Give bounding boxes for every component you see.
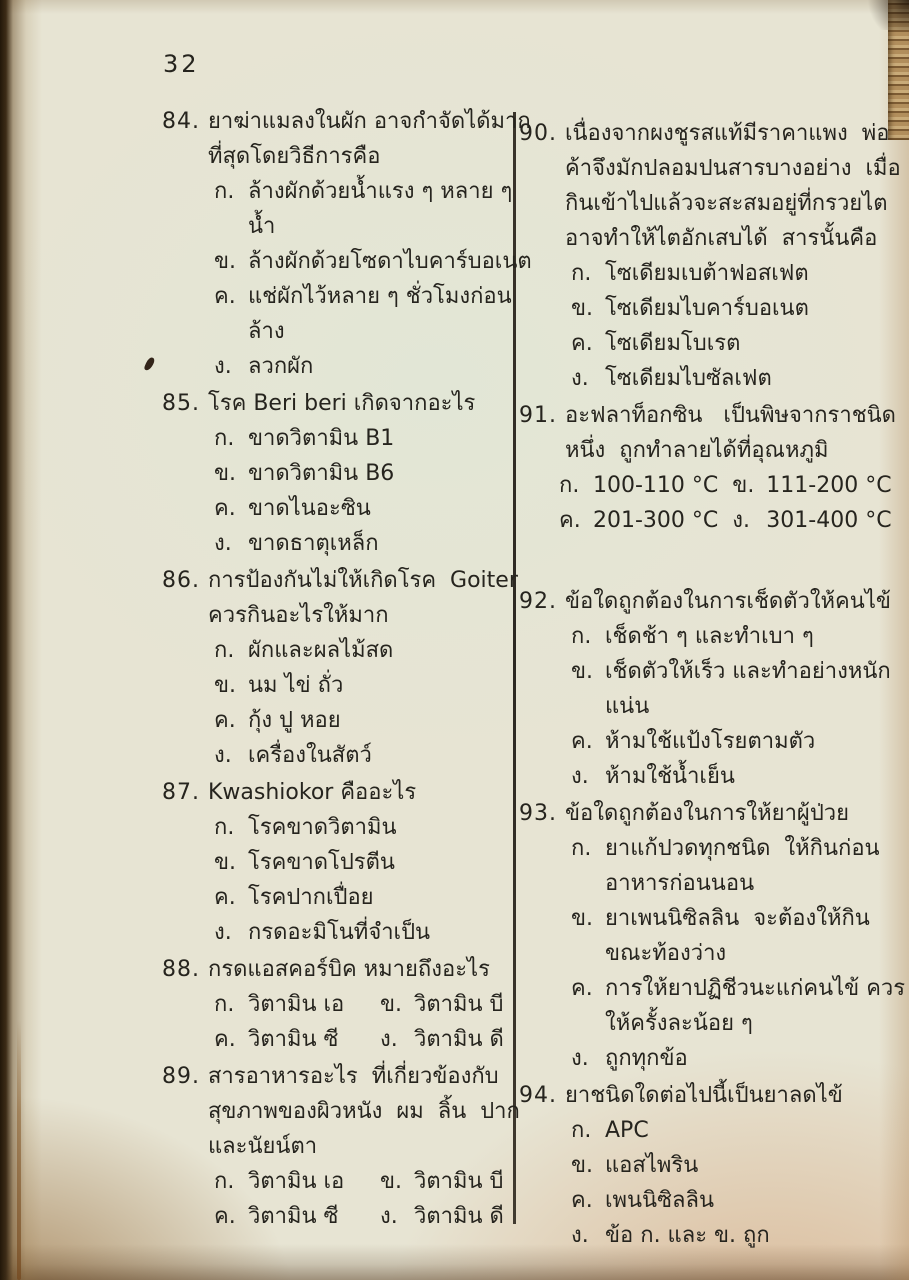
question-first-line (162, 1059, 512, 1094)
choice-text: วิตามิน ซี (248, 1204, 339, 1229)
choice-line (571, 724, 815, 759)
choice-row (571, 291, 901, 326)
question-text: โรค Beri beri เกิดจากอะไร (208, 391, 476, 416)
choice-text: วิตามิน บี (414, 1169, 504, 1194)
choice-line (571, 759, 735, 794)
question-block (162, 386, 512, 561)
choice (214, 915, 430, 950)
choice-line (732, 468, 891, 503)
question-text-line (519, 221, 901, 256)
choice (571, 1148, 698, 1183)
choice-row (214, 349, 512, 384)
choice-row (571, 724, 901, 759)
choice-line (214, 456, 394, 491)
choice-text: ขาดวิตามิน B1 (248, 426, 395, 451)
choice-line (214, 174, 512, 209)
choice-text: ผักและผลไม้สด (248, 638, 394, 663)
choice-row (214, 279, 512, 349)
choice-letter: ค. (214, 496, 236, 521)
choice-line (214, 1022, 380, 1057)
choice-letter: ค. (571, 976, 593, 1001)
choice (214, 244, 532, 279)
question-text: Kwashiokor คืออะไร (208, 780, 417, 805)
choice-text: โรคขาดโปรตีน (248, 850, 395, 875)
choice-line (214, 633, 393, 668)
choice (571, 291, 809, 326)
question-text: ข้อใดถูกต้องในการให้ยาผู้ป่วย (565, 801, 850, 826)
choice-row (571, 326, 901, 361)
choice-row (571, 619, 901, 654)
left-column (162, 104, 532, 1236)
choice-text: ขาดธาตุเหล็ก (248, 531, 379, 556)
choice-text: ขาดไนอะซิน (248, 496, 371, 521)
choice-letter: ค. (214, 1204, 236, 1229)
choice-text: APC (605, 1118, 649, 1143)
choice-line (214, 703, 341, 738)
question-number: 92. (519, 589, 557, 614)
choice-letter: ข. (214, 673, 237, 698)
choice-row (214, 1164, 512, 1199)
choice-text: ถูกทุกข้อ (605, 1046, 688, 1071)
choice-text: ข้อ ก. และ ข. ถูก (605, 1223, 770, 1248)
question-block (162, 563, 518, 773)
question-text: กรดแอสคอร์บิค หมายถึงอะไร (208, 957, 490, 982)
question-text: เนื่องจากผงชูรสแท้มีราคาแพง พ่อ (565, 121, 890, 146)
choice-row (571, 1041, 901, 1076)
choice (214, 279, 512, 349)
choice-line (214, 421, 394, 456)
choice-letter: ง. (380, 1204, 398, 1229)
choice-row (214, 633, 512, 668)
choice-row (214, 915, 512, 950)
choice-letter: ก. (571, 1118, 592, 1143)
choice-line (571, 1218, 770, 1253)
question-first-line (519, 584, 901, 619)
choice-letter: ข. (571, 1153, 594, 1178)
choice-line (214, 244, 532, 279)
choice-row (214, 244, 532, 279)
question-text: ยาฆ่าแมลงในผัก อาจกำจัดได้มาก (208, 109, 531, 134)
choice-letter: ก. (214, 179, 235, 204)
choice-line (380, 1164, 504, 1199)
choice-line (559, 468, 718, 503)
choice-row (214, 880, 512, 915)
choice-letter: ข. (380, 1169, 403, 1194)
choice-line (559, 503, 718, 538)
choice-line (571, 291, 809, 326)
question-text: สุขภาพของผิวหนัง ผม ลิ้น ปาก (208, 1099, 520, 1124)
question-first-line (162, 386, 512, 421)
choice (732, 468, 891, 503)
choice-text-line: น้ำ (248, 214, 276, 239)
choice (571, 759, 735, 794)
choice-text: โรคขาดวิตามิน (248, 815, 397, 840)
choice-row (214, 456, 512, 491)
question-block (519, 116, 901, 396)
choice-row (571, 654, 901, 724)
question-text: และนัยน์ตา (208, 1134, 318, 1159)
question-number: 89. (162, 1064, 200, 1089)
choice-text: โซเดียมโบเรต (605, 331, 741, 356)
choice (214, 456, 394, 491)
choice-line (571, 654, 891, 689)
choice-letter: ง. (214, 354, 232, 379)
question-text: กินเข้าไปแล้วจะสะสมอยู่ที่กรวยไต (565, 191, 888, 216)
choice (214, 1199, 380, 1234)
choice (214, 491, 371, 526)
choice (571, 971, 905, 1041)
choice-text-line: ล้าง (248, 319, 285, 344)
choice-line (571, 326, 740, 361)
choice-text: การให้ยาปฏิชีวนะแก่คนไข้ ควร (605, 976, 906, 1001)
choice-line (571, 1148, 698, 1183)
choice-line (214, 526, 379, 561)
choice-letter: ง. (571, 1223, 589, 1248)
choice-text-line: ขณะท้องว่าง (605, 941, 727, 966)
ink-speck (143, 356, 155, 372)
choice-letter: ง. (732, 508, 751, 533)
choice (214, 174, 512, 244)
choice-letter: ก. (571, 624, 592, 649)
choice-line (214, 668, 343, 703)
choice (571, 619, 814, 654)
choice-line (571, 971, 905, 1006)
choice-line (214, 349, 313, 384)
question-text-line (519, 433, 901, 468)
choice-text: โรคปากเปื่อย (248, 885, 374, 910)
choice-letter: ค. (214, 1027, 236, 1052)
choice-text: ยาแก้ปวดทุกชนิด ให้กินก่อน (605, 836, 880, 861)
choice (559, 468, 718, 503)
choice-line (571, 1113, 649, 1148)
choice-row (214, 703, 512, 738)
choice-letter: ก. (571, 836, 592, 861)
choice-line (214, 491, 371, 526)
choice-text: เช็ดช้า ๆ และทำเบา ๆ (605, 624, 814, 649)
choice-text: ลวกผัก (248, 354, 314, 379)
choice (380, 987, 504, 1022)
choice-line (214, 845, 395, 880)
choice-letter: ข. (214, 249, 237, 274)
choice-row (571, 759, 901, 794)
choice (214, 421, 394, 456)
choice (571, 831, 880, 901)
choice-letter: ก. (214, 815, 235, 840)
question-block (162, 104, 532, 384)
choice (214, 668, 343, 703)
choice-row (559, 503, 901, 538)
choice (571, 901, 870, 971)
choice (214, 703, 341, 738)
question-first-line (519, 398, 901, 433)
question-text: อะฟลาท็อกซิน เป็นพิษจากราชนิด (565, 403, 896, 428)
choice-text: วิตามิน ซี (248, 1027, 339, 1052)
question-block (162, 1059, 520, 1234)
choice-letter: ง. (571, 764, 589, 789)
choice-row (214, 526, 512, 561)
choice-row (571, 901, 901, 971)
choice-text: ล้างผักด้วยโซดาไบคาร์บอเนต (248, 249, 532, 274)
choice (559, 503, 718, 538)
question-text: สารอาหารอะไร ที่เกี่ยวข้องกับ (208, 1064, 499, 1089)
choice-text: โซเดียมไบซัลเฟต (605, 366, 772, 391)
choice-row (571, 361, 901, 396)
question-first-line (162, 563, 518, 598)
choice (380, 1022, 504, 1057)
choice-letter: ค. (214, 885, 236, 910)
choice-line (214, 987, 380, 1022)
choice-text: แช่ผักไว้หลาย ๆ ชั่วโมงก่อน (248, 284, 512, 309)
choice-letter: ง. (571, 1046, 589, 1071)
choice-text: เพนนิซิลลิน (605, 1188, 715, 1213)
choice-letter: ข. (571, 906, 594, 931)
question-first-line (162, 952, 512, 987)
choice-row (214, 421, 512, 456)
question-number: 94. (519, 1083, 557, 1108)
choice-line (214, 279, 512, 314)
choice-text: 301-400 °C (766, 508, 892, 533)
choice-row (214, 491, 512, 526)
choice-letter: ก. (214, 426, 235, 451)
choice-row (214, 174, 512, 244)
choice-text: วิตามิน ดี (414, 1027, 504, 1052)
choice (571, 1218, 770, 1253)
choice (380, 1199, 504, 1234)
choice (214, 987, 380, 1022)
question-text: ยาชนิดใดต่อไปนี้เป็นยาลดไข้ (565, 1083, 843, 1108)
choice-text-line: อาหารก่อนนอน (605, 871, 755, 896)
choice-letter: ค. (571, 331, 593, 356)
question-block (519, 796, 906, 1076)
choice-row (571, 831, 901, 901)
question-first-line (519, 1078, 901, 1113)
choice (571, 326, 740, 361)
choice-text: โซเดียมเบต้าฟอสเฟต (605, 261, 809, 286)
choice-line (732, 503, 891, 538)
choice-line (214, 1199, 380, 1234)
corner-shadow (863, 0, 909, 30)
question-block (519, 1078, 901, 1253)
choice-line (214, 880, 374, 915)
choice-line (380, 987, 504, 1022)
choice-line (380, 1022, 504, 1057)
choice (571, 1183, 714, 1218)
question-block (519, 398, 901, 538)
choice-text: 111-200 °C (766, 473, 892, 498)
choice-text: เครื่องในสัตว์ (248, 743, 372, 768)
right-column (519, 116, 906, 1255)
question-first-line (162, 104, 531, 139)
choice-letter: ง. (571, 366, 589, 391)
choice-text: กรดอะมิโนที่จำเป็น (248, 920, 431, 945)
question-text-line (519, 186, 901, 221)
question-text: หนึ่ง ถูกทำลายได้ที่อุณหภูมิ (565, 438, 829, 463)
question-number: 84. (162, 109, 200, 134)
choice-text: เช็ดตัวให้เร็ว และทำอย่างหนัก (605, 659, 891, 684)
choice-letter: ข. (571, 659, 594, 684)
question-text: ค้าจึงมักปลอมปนสารบางอย่าง เมื่อ (565, 156, 901, 181)
choice-row (559, 468, 901, 503)
page-number: 32 (163, 50, 200, 78)
choice-text: ล้างผักด้วยน้ำแรง ๆ หลาย ๆ (248, 179, 513, 204)
choice-text: วิตามิน บี (414, 992, 504, 1017)
choice-row (214, 810, 512, 845)
choice (214, 845, 395, 880)
choice-letter: ข. (732, 473, 755, 498)
question-text-line (162, 1129, 512, 1164)
choice (214, 738, 372, 773)
question-number: 90. (519, 121, 557, 146)
choice-row (214, 1199, 512, 1234)
choice-text: วิตามิน เอ (248, 992, 345, 1017)
question-first-line (519, 796, 901, 831)
choice-line (214, 1164, 380, 1199)
choice (571, 654, 891, 724)
choice (732, 503, 891, 538)
choice (571, 361, 772, 396)
choice (571, 724, 815, 759)
question-number: 88. (162, 957, 200, 982)
choice-row (214, 987, 512, 1022)
question-block (519, 584, 901, 794)
choice (214, 880, 374, 915)
choice (214, 1164, 380, 1199)
choice-text: ห้ามใช้แป้งโรยตามตัว (605, 729, 816, 754)
choice-text: ห้ามใช้น้ำเย็น (605, 764, 735, 789)
choice-line (571, 361, 772, 396)
choice-text-line: ให้ครั้งละน้อย ๆ (605, 1011, 753, 1036)
choice-letter: ง. (214, 531, 232, 556)
choice-line (571, 1183, 714, 1218)
question-text: การป้องกันไม่ให้เกิดโรค Goiter (208, 568, 518, 593)
choice-row (571, 1183, 901, 1218)
question-text: ที่สุดโดยวิธีการคือ (208, 144, 381, 169)
choice-line (214, 810, 397, 845)
choice-line (571, 831, 880, 866)
choice-letter: ข. (380, 992, 403, 1017)
choice-letter: ข. (214, 850, 237, 875)
question-text: ควรกินอะไรให้มาก (208, 603, 389, 628)
question-text: ข้อใดถูกต้องในการเช็ดตัวให้คนไข้ (565, 589, 891, 614)
question-number: 86. (162, 568, 200, 593)
choice-row (571, 1113, 901, 1148)
choice-row (214, 845, 512, 880)
choice-row (214, 668, 512, 703)
question-text-line (162, 1094, 520, 1129)
choice-text: วิตามิน เอ (248, 1169, 345, 1194)
choice-row (214, 738, 512, 773)
choice-letter: ง. (380, 1027, 398, 1052)
choice-letter: ง. (214, 743, 232, 768)
question-block (162, 952, 512, 1057)
choice-letter: ค. (559, 508, 581, 533)
choice-line (571, 619, 814, 654)
choice (571, 1041, 688, 1076)
choice-letter: ข. (214, 461, 237, 486)
choice (214, 349, 313, 384)
question-text-line (519, 151, 901, 186)
choice-line (380, 1199, 504, 1234)
choice (214, 526, 379, 561)
choice-text: ขาดวิตามิน B6 (248, 461, 395, 486)
choice-letter: ค. (571, 729, 593, 754)
choice-line (571, 901, 870, 936)
question-first-line (162, 775, 512, 810)
choice-row (571, 1148, 901, 1183)
choice-text: ยาเพนนิซิลลิน จะต้องให้กิน (605, 906, 870, 931)
choice-text: กุ้ง ปู หอย (248, 708, 341, 733)
choice-row (571, 971, 906, 1041)
choice-line (214, 915, 430, 950)
choice-line (571, 256, 809, 291)
choice (214, 810, 397, 845)
choice-letter: ก. (214, 1169, 235, 1194)
page-edge-line (17, 1020, 21, 1280)
question-number: 91. (519, 403, 557, 428)
question-number: 85. (162, 391, 200, 416)
question-text-line (162, 139, 512, 174)
choice (571, 256, 809, 291)
choice-row (571, 1218, 901, 1253)
choice-letter: ง. (214, 920, 232, 945)
choice (214, 1022, 380, 1057)
choice-letter: ค. (571, 1188, 593, 1213)
question-block (162, 775, 512, 950)
question-text: อาจทำให้ไตอักเสบได้ สารนั้นคือ (565, 226, 878, 251)
choice-letter: ก. (214, 992, 235, 1017)
choice-letter: ข. (571, 296, 594, 321)
choice-letter: ก. (559, 473, 580, 498)
choice-text-line: แน่น (605, 694, 650, 719)
choice (571, 1113, 649, 1148)
choice (380, 1164, 504, 1199)
question-text-line (162, 598, 512, 633)
choice-row (571, 256, 901, 291)
choice-text: แอสไพริน (605, 1153, 699, 1178)
choice-text: วิตามิน ดี (414, 1204, 504, 1229)
choice-letter: ค. (214, 708, 236, 733)
choice-line (214, 738, 372, 773)
choice-letter: ก. (214, 638, 235, 663)
choice (214, 633, 393, 668)
choice-text: 100-110 °C (593, 473, 719, 498)
choice-line (571, 1041, 688, 1076)
question-number: 87. (162, 780, 200, 805)
choice-text: โซเดียมไบคาร์บอเนต (605, 296, 809, 321)
choice-text: นม ไข่ ถั่ว (248, 673, 344, 698)
choice-letter: ก. (571, 261, 592, 286)
choice-text: 201-300 °C (593, 508, 719, 533)
choice-letter: ค. (214, 284, 236, 309)
question-number: 93. (519, 801, 557, 826)
question-first-line (519, 116, 901, 151)
choice-row (214, 1022, 512, 1057)
